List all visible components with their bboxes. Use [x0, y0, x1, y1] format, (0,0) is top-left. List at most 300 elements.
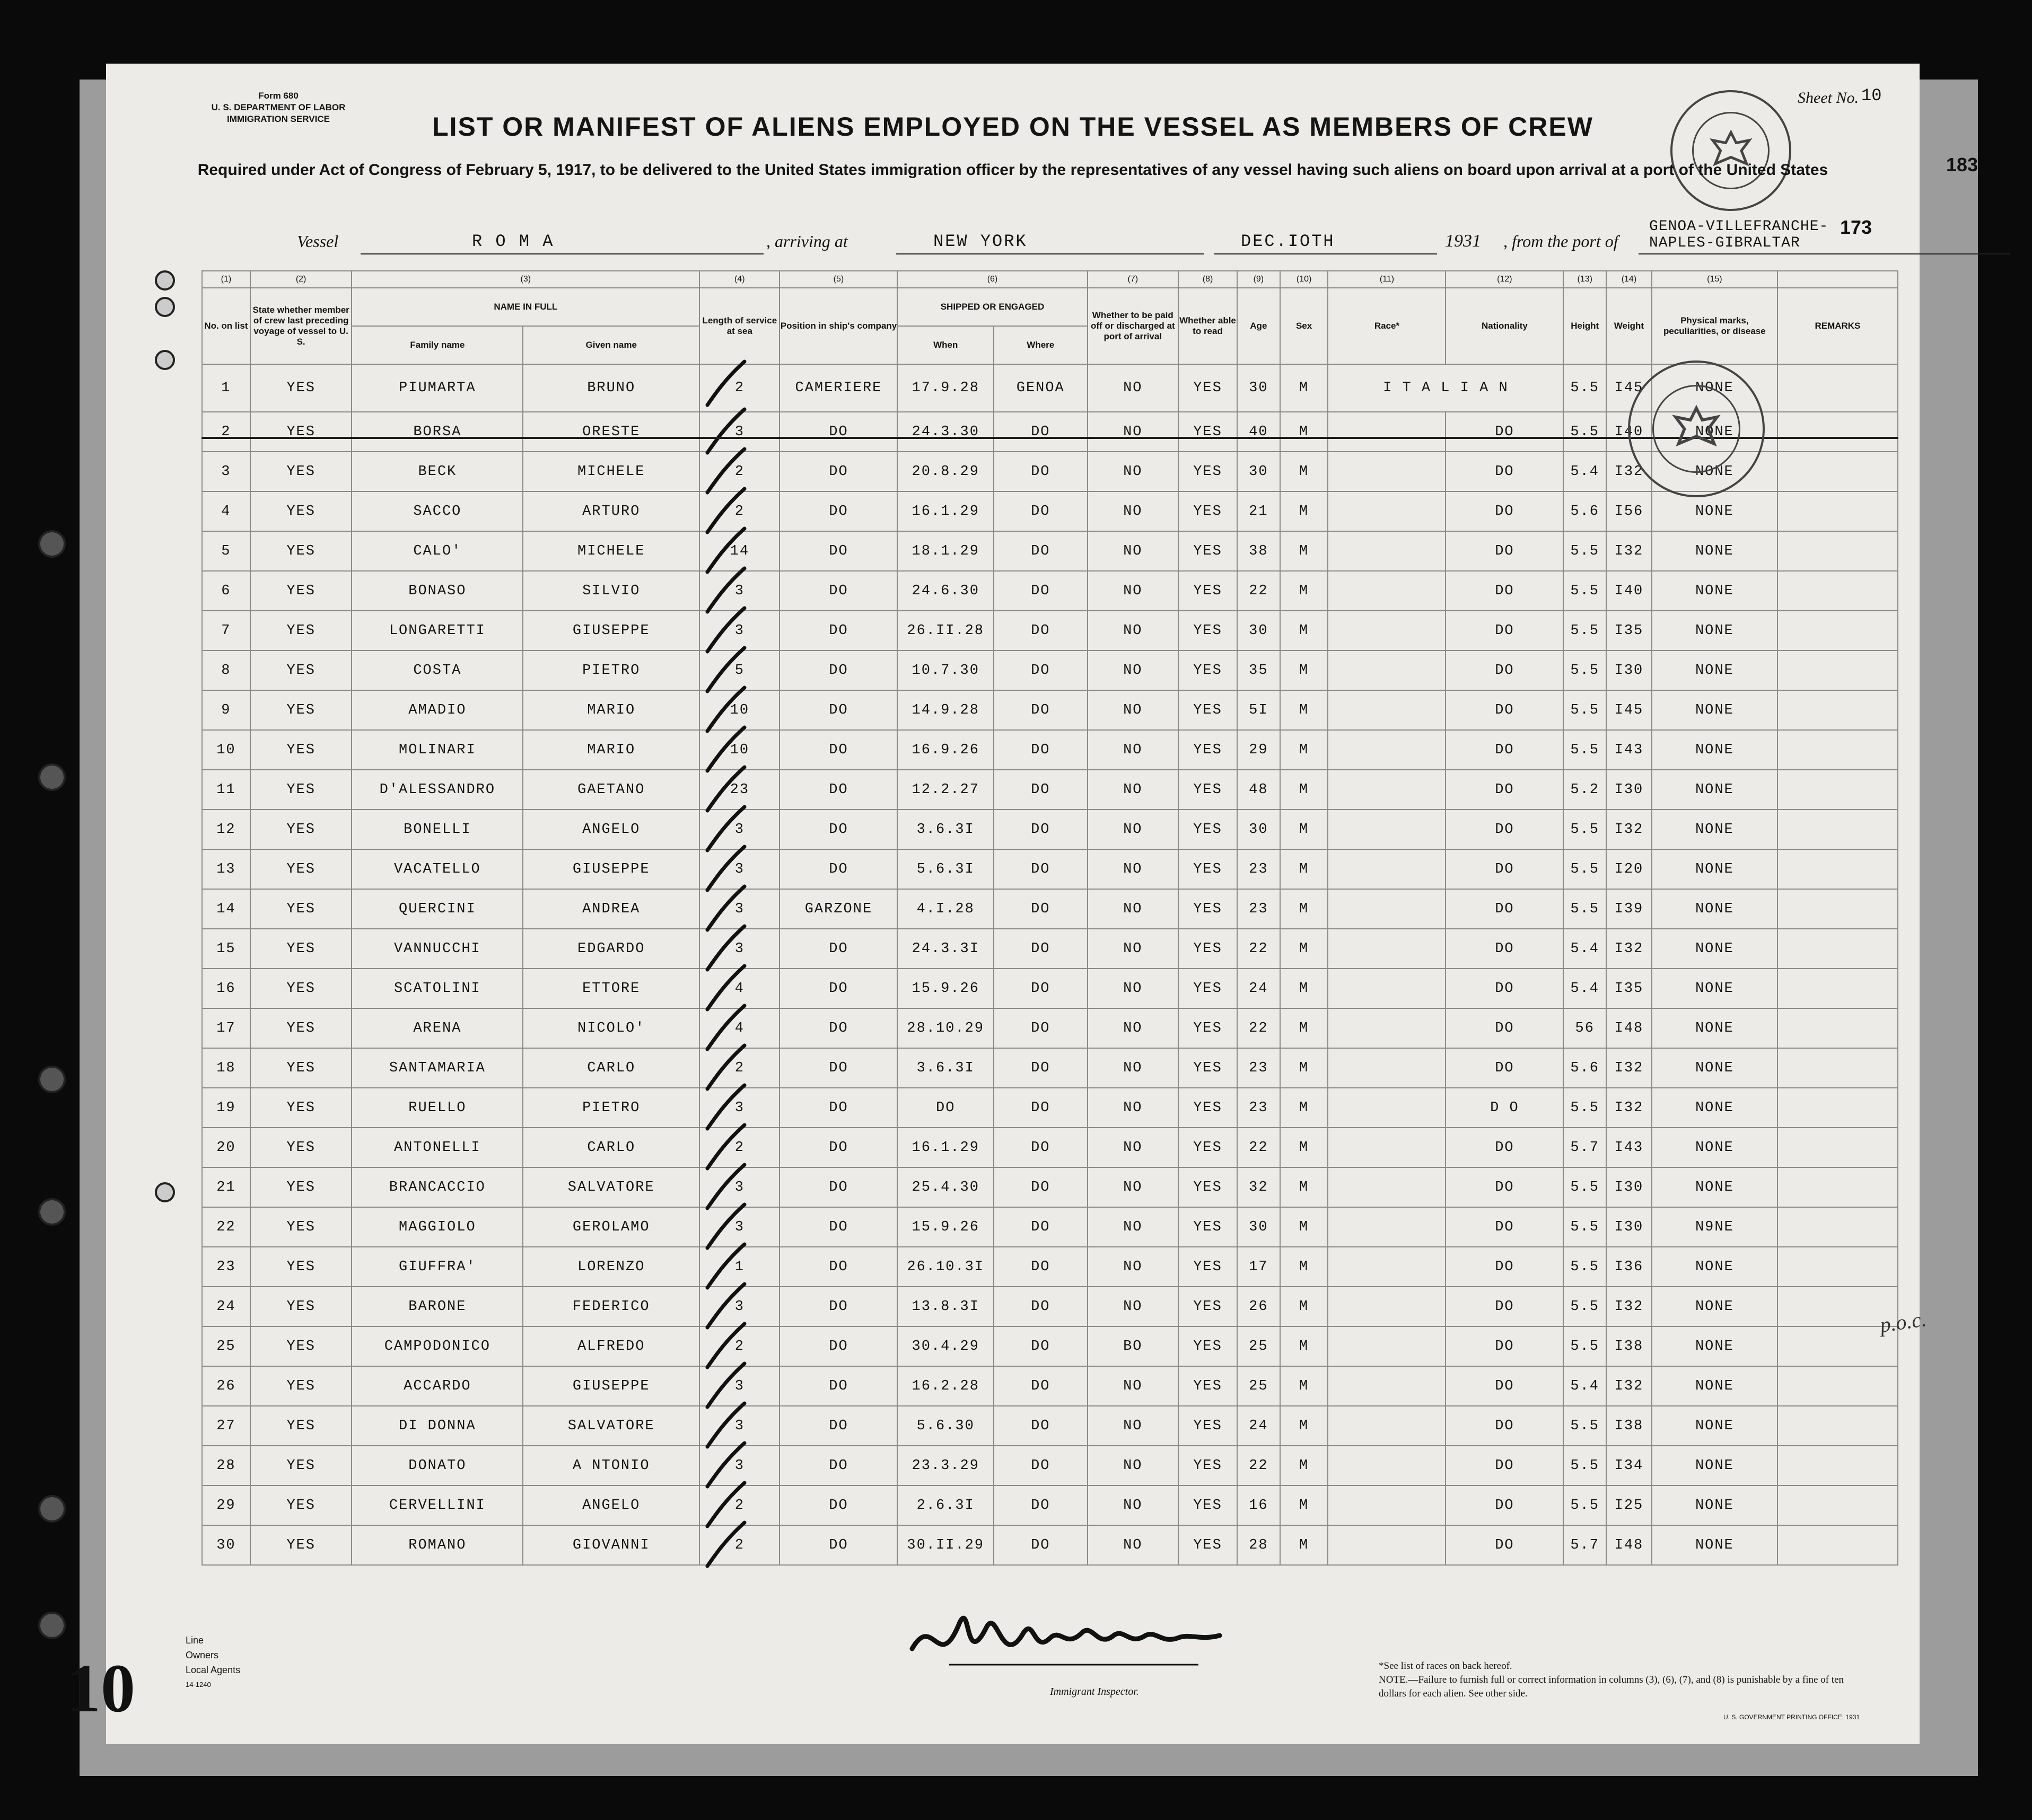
nationality: DO	[1446, 452, 1563, 491]
margin-note: p.o.c.	[1878, 1307, 1928, 1337]
given-name: LORENZO	[523, 1247, 699, 1287]
given-name: ANDREA	[523, 889, 699, 929]
ship-position: DO	[779, 1247, 897, 1287]
race	[1328, 1207, 1446, 1247]
sex: M	[1280, 1048, 1328, 1088]
given-name: SILVIO	[523, 571, 699, 611]
weight: I32	[1606, 1287, 1652, 1326]
given-name: SALVATORE	[523, 1167, 699, 1207]
prev-voyage: YES	[250, 1406, 352, 1446]
prev-voyage: YES	[250, 969, 352, 1008]
prev-voyage: YES	[250, 491, 352, 531]
physical-marks: NONE	[1652, 1406, 1777, 1446]
crew-row	[202, 531, 1898, 571]
physical-marks: NONE	[1652, 611, 1777, 650]
paid-off: NO	[1088, 611, 1179, 650]
height: 5.4	[1563, 969, 1606, 1008]
weight: I32	[1606, 452, 1652, 491]
shipped-where: GENOA	[994, 364, 1088, 412]
weight: I43	[1606, 730, 1652, 770]
ship-position: DO	[779, 1048, 897, 1088]
sex: M	[1280, 1287, 1328, 1326]
remarks	[1777, 1406, 1898, 1446]
prev-voyage: YES	[250, 531, 352, 571]
prev-voyage: YES	[250, 1326, 352, 1366]
nationality: DO	[1446, 650, 1563, 690]
prev-voyage: YES	[250, 849, 352, 889]
height: 5.5	[1563, 1207, 1606, 1247]
shipped-when: 14.9.28	[897, 690, 994, 730]
able-to-read: YES	[1178, 650, 1237, 690]
age: 16	[1237, 1485, 1280, 1525]
manifest-sheet	[66, 64, 1920, 1744]
shipped-when: 26.II.28	[897, 611, 994, 650]
ship-position: DO	[779, 452, 897, 491]
shipped-when: 24.3.30	[897, 412, 994, 452]
ship-position: DO	[779, 491, 897, 531]
paid-off: NO	[1088, 1287, 1179, 1326]
shipped-where: DO	[994, 1326, 1088, 1366]
crew-row	[202, 730, 1898, 770]
colnum: (9)	[1237, 271, 1280, 288]
weight: I40	[1606, 571, 1652, 611]
crew-row	[202, 1088, 1898, 1128]
age: 22	[1237, 1008, 1280, 1048]
race	[1328, 1446, 1446, 1485]
race	[1328, 810, 1446, 849]
able-to-read: YES	[1178, 491, 1237, 531]
header-where: Where	[994, 326, 1088, 364]
able-to-read: YES	[1178, 1287, 1237, 1326]
physical-marks: NONE	[1652, 1446, 1777, 1485]
nationality: DO	[1446, 849, 1563, 889]
shipped-when: 23.3.29	[897, 1446, 994, 1485]
age: 48	[1237, 770, 1280, 810]
race	[1328, 1287, 1446, 1326]
height: 56	[1563, 1008, 1606, 1048]
row-number: 9	[202, 690, 250, 730]
given-name: ETTORE	[523, 969, 699, 1008]
crew-row	[202, 650, 1898, 690]
colnum: (3)	[352, 271, 699, 288]
shipped-where: DO	[994, 1088, 1088, 1128]
binder-hole	[38, 530, 66, 558]
weight: I30	[1606, 650, 1652, 690]
ship-position: CAMERIERE	[779, 364, 897, 412]
remarks	[1777, 690, 1898, 730]
able-to-read: YES	[1178, 1207, 1237, 1247]
prev-voyage: YES	[250, 1088, 352, 1128]
family-name: ANTONELLI	[352, 1128, 523, 1167]
family-name: BRANCACCIO	[352, 1167, 523, 1207]
height: 5.5	[1563, 1446, 1606, 1485]
family-name: ACCARDO	[352, 1366, 523, 1406]
shipped-where: DO	[994, 1048, 1088, 1088]
given-name: GAETANO	[523, 770, 699, 810]
paid-off: NO	[1088, 1525, 1179, 1565]
shipped-when: 24.6.30	[897, 571, 994, 611]
age: 22	[1237, 929, 1280, 969]
header-when: When	[897, 326, 994, 364]
paid-off: NO	[1088, 770, 1179, 810]
row-number: 27	[202, 1406, 250, 1446]
race	[1328, 969, 1446, 1008]
service-value: 10	[730, 702, 750, 718]
footer-agents-label: Local Agents	[186, 1665, 241, 1675]
physical-marks: NONE	[1652, 1128, 1777, 1167]
vessel-label: Vessel	[297, 232, 339, 251]
able-to-read: YES	[1178, 730, 1237, 770]
header-shipped: SHIPPED OR ENGAGED	[897, 288, 1087, 326]
remarks	[1777, 412, 1898, 452]
nationality: DO	[1446, 491, 1563, 531]
row-number: 18	[202, 1048, 250, 1088]
height: 5.5	[1563, 1485, 1606, 1525]
sex: M	[1280, 1446, 1328, 1485]
shipped-where: DO	[994, 1406, 1088, 1446]
paid-off: NO	[1088, 452, 1179, 491]
nationality: DO	[1446, 770, 1563, 810]
family-name: VACATELLO	[352, 849, 523, 889]
binder-hole	[38, 1066, 66, 1093]
able-to-read: YES	[1178, 810, 1237, 849]
nationality: DO	[1446, 929, 1563, 969]
sex: M	[1280, 849, 1328, 889]
weight: I32	[1606, 810, 1652, 849]
height: 5.4	[1563, 1366, 1606, 1406]
able-to-read: YES	[1178, 1128, 1237, 1167]
physical-marks: NONE	[1652, 770, 1777, 810]
given-name: GEROLAMO	[523, 1207, 699, 1247]
nationality: DO	[1446, 1287, 1563, 1326]
remarks	[1777, 730, 1898, 770]
nationality: DO	[1446, 412, 1563, 452]
given-name: EDGARDO	[523, 929, 699, 969]
given-name: MICHELE	[523, 452, 699, 491]
prev-voyage: YES	[250, 452, 352, 491]
sex: M	[1280, 889, 1328, 929]
punch-hole	[155, 1182, 175, 1202]
service-value: 2	[734, 380, 745, 396]
shipped-when: 3.6.3I	[897, 810, 994, 849]
height: 5.7	[1563, 1128, 1606, 1167]
footer-line-label: Line	[186, 1635, 204, 1646]
sex: M	[1280, 412, 1328, 452]
physical-marks: NONE	[1652, 1008, 1777, 1048]
row-number: 4	[202, 491, 250, 531]
sex: M	[1280, 571, 1328, 611]
crew-row	[202, 1446, 1898, 1485]
weight: I43	[1606, 1128, 1652, 1167]
weight: I32	[1606, 1366, 1652, 1406]
age: 40	[1237, 412, 1280, 452]
paid-off: NO	[1088, 364, 1179, 412]
age: 25	[1237, 1366, 1280, 1406]
family-name: MAGGIOLO	[352, 1207, 523, 1247]
able-to-read: YES	[1178, 611, 1237, 650]
paid-off: NO	[1088, 531, 1179, 571]
header-height: Height	[1563, 288, 1606, 364]
shipped-when: 25.4.30	[897, 1167, 994, 1207]
service-value: 1	[734, 1259, 745, 1275]
ship-position: GARZONE	[779, 889, 897, 929]
header-physical-marks: Physical marks, peculiarities, or disease	[1652, 288, 1777, 364]
ship-position: DO	[779, 1207, 897, 1247]
age: 32	[1237, 1167, 1280, 1207]
arrival-date: DEC.IOTH	[1241, 232, 1335, 251]
nationality: DO	[1446, 1326, 1563, 1366]
sex: M	[1280, 1247, 1328, 1287]
remarks	[1777, 650, 1898, 690]
race	[1328, 1247, 1446, 1287]
header-race: Race*	[1328, 288, 1446, 364]
from-label: , from the port of	[1503, 232, 1618, 251]
shipped-where: DO	[994, 770, 1088, 810]
crew-row	[202, 770, 1898, 810]
row-number: 5	[202, 531, 250, 571]
ship-position: DO	[779, 412, 897, 452]
shipped-where: DO	[994, 1525, 1088, 1565]
header-family-name: Family name	[352, 326, 523, 364]
family-name: CERVELLINI	[352, 1485, 523, 1525]
shipped-where: DO	[994, 929, 1088, 969]
crew-row	[202, 810, 1898, 849]
given-name: ORESTE	[523, 412, 699, 452]
colnum: (15)	[1652, 271, 1777, 288]
height: 5.5	[1563, 650, 1606, 690]
able-to-read: YES	[1178, 1366, 1237, 1406]
sex: M	[1280, 611, 1328, 650]
ship-position: DO	[779, 1167, 897, 1207]
shipped-where: DO	[994, 969, 1088, 1008]
weight: I30	[1606, 770, 1652, 810]
family-name: ARENA	[352, 1008, 523, 1048]
nationality: DO	[1446, 531, 1563, 571]
prev-voyage: YES	[250, 571, 352, 611]
shipped-when: 12.2.27	[897, 770, 994, 810]
sex: M	[1280, 1525, 1328, 1565]
shipped-where: DO	[994, 611, 1088, 650]
height: 5.5	[1563, 1326, 1606, 1366]
able-to-read: YES	[1178, 571, 1237, 611]
shipped-where: DO	[994, 1207, 1088, 1247]
family-name: SANTAMARIA	[352, 1048, 523, 1088]
family-name: QUERCINI	[352, 889, 523, 929]
page-subtitle: Required under Act of Congress of February 5, 1917, to be delivered to the United States immigration officer by the representatives of any vessel having such aliens on board upon arrival at a port of the United States	[197, 161, 1828, 179]
height: 5.4	[1563, 929, 1606, 969]
given-name: MICHELE	[523, 531, 699, 571]
age: 26	[1237, 1287, 1280, 1326]
race	[1328, 1008, 1446, 1048]
nationality: DO	[1446, 1008, 1563, 1048]
handwritten-sheet-number: 10	[66, 1650, 135, 1727]
prev-voyage: YES	[250, 730, 352, 770]
given-name: GIUSEPPE	[523, 1366, 699, 1406]
weight: I56	[1606, 491, 1652, 531]
age: 21	[1237, 491, 1280, 531]
weight: I30	[1606, 1167, 1652, 1207]
shipped-where: DO	[994, 650, 1088, 690]
prev-voyage: YES	[250, 889, 352, 929]
height: 5.5	[1563, 1247, 1606, 1287]
race	[1328, 730, 1446, 770]
service-value: 3	[734, 1100, 745, 1116]
weight: I39	[1606, 889, 1652, 929]
age: 28	[1237, 1525, 1280, 1565]
family-name: SACCO	[352, 491, 523, 531]
height: 5.4	[1563, 452, 1606, 491]
physical-marks: NONE	[1652, 1247, 1777, 1287]
remarks	[1777, 1485, 1898, 1525]
remarks	[1777, 452, 1898, 491]
race	[1328, 412, 1446, 452]
sex: M	[1280, 491, 1328, 531]
service-value: 2	[734, 1497, 745, 1514]
paid-off: NO	[1088, 1446, 1179, 1485]
row-number: 19	[202, 1088, 250, 1128]
remarks	[1777, 1128, 1898, 1167]
colnum: (1)	[202, 271, 250, 288]
shipped-where: DO	[994, 412, 1088, 452]
shipped-when: 5.6.30	[897, 1406, 994, 1446]
crew-row	[202, 571, 1898, 611]
service-value: 3	[734, 1418, 745, 1434]
service-value: 3	[734, 424, 745, 440]
binder-hole	[38, 763, 66, 791]
ship-position: DO	[779, 650, 897, 690]
service-value: 3	[734, 821, 745, 838]
given-name: ANGELO	[523, 810, 699, 849]
sex: M	[1280, 690, 1328, 730]
crew-row	[202, 1485, 1898, 1525]
colnum: (7)	[1088, 271, 1179, 288]
age: 25	[1237, 1326, 1280, 1366]
weight: I30	[1606, 1207, 1652, 1247]
age: 38	[1237, 531, 1280, 571]
height: 5.5	[1563, 889, 1606, 929]
crew-row	[202, 491, 1898, 531]
sex: M	[1280, 364, 1328, 412]
vessel-info	[260, 218, 1893, 254]
shipped-where: DO	[994, 690, 1088, 730]
ship-position: DO	[779, 1008, 897, 1048]
arrival-year: 1931	[1445, 231, 1481, 251]
ship-position: DO	[779, 849, 897, 889]
paid-off: NO	[1088, 1008, 1179, 1048]
colnum: (10)	[1280, 271, 1328, 288]
remarks	[1777, 364, 1898, 412]
race	[1328, 1406, 1446, 1446]
prev-voyage: YES	[250, 929, 352, 969]
able-to-read: YES	[1178, 1326, 1237, 1366]
remarks	[1777, 1207, 1898, 1247]
age: 24	[1237, 1406, 1280, 1446]
header-paid-off: Whether to be paid off or discharged at port of arrival	[1088, 288, 1179, 364]
prev-voyage: YES	[250, 1167, 352, 1207]
department-name: U. S. DEPARTMENT OF LABOR	[211, 102, 346, 112]
sex: M	[1280, 650, 1328, 690]
colnum: (6)	[897, 271, 1087, 288]
given-name: PIETRO	[523, 1088, 699, 1128]
age: 22	[1237, 1446, 1280, 1485]
binder-hole	[38, 1198, 66, 1226]
crew-row	[202, 1406, 1898, 1446]
paid-off: NO	[1088, 810, 1179, 849]
able-to-read: YES	[1178, 849, 1237, 889]
remarks	[1777, 1366, 1898, 1406]
ship-position: DO	[779, 611, 897, 650]
service-value: 2	[734, 1537, 745, 1553]
ship-position: DO	[779, 531, 897, 571]
shipped-where: DO	[994, 810, 1088, 849]
able-to-read: YES	[1178, 412, 1237, 452]
physical-marks: NONE	[1652, 1048, 1777, 1088]
row-number: 28	[202, 1446, 250, 1485]
penalty-note: NOTE.—Failure to furnish full or correct information in columns (3), (6), (7), and (8) is punishable by a fine of ten dollars for each alien. See other side.	[1379, 1674, 1844, 1699]
shipped-when: 4.I.28	[897, 889, 994, 929]
paid-off: NO	[1088, 1366, 1179, 1406]
height: 5.5	[1563, 849, 1606, 889]
race	[1328, 491, 1446, 531]
prev-voyage: YES	[250, 1446, 352, 1485]
remarks	[1777, 491, 1898, 531]
height: 5.5	[1563, 364, 1606, 412]
height: 5.5	[1563, 531, 1606, 571]
nationality: DO	[1446, 1128, 1563, 1167]
shipped-where: DO	[994, 1485, 1088, 1525]
nationality: DO	[1446, 889, 1563, 929]
service-value: 3	[734, 861, 745, 877]
remarks	[1777, 849, 1898, 889]
remarks	[1777, 929, 1898, 969]
race-note: *See list of races on back hereof.	[1379, 1660, 1512, 1672]
able-to-read: YES	[1178, 1167, 1237, 1207]
ship-position: DO	[779, 1366, 897, 1406]
nationality: DO	[1446, 1485, 1563, 1525]
race	[1328, 1366, 1446, 1406]
race	[1328, 849, 1446, 889]
height: 5.2	[1563, 770, 1606, 810]
crew-row	[202, 969, 1898, 1008]
prev-voyage: YES	[250, 1008, 352, 1048]
row-number: 20	[202, 1128, 250, 1167]
family-name: PIUMARTA	[352, 364, 523, 412]
service-value: 3	[734, 1457, 745, 1474]
given-name: NICOLO'	[523, 1008, 699, 1048]
weight: I32	[1606, 929, 1652, 969]
prev-voyage: YES	[250, 412, 352, 452]
header-nationality: Nationality	[1446, 288, 1563, 364]
crew-row	[202, 1008, 1898, 1048]
paid-off: NO	[1088, 1406, 1179, 1446]
prev-voyage: YES	[250, 770, 352, 810]
shipped-where: DO	[994, 1287, 1088, 1326]
weight: I45	[1606, 690, 1652, 730]
row-number: 22	[202, 1207, 250, 1247]
physical-marks: NONE	[1652, 650, 1777, 690]
prev-voyage: YES	[250, 1485, 352, 1525]
height: 5.7	[1563, 1525, 1606, 1565]
sex: M	[1280, 1366, 1328, 1406]
height: 5.5	[1563, 730, 1606, 770]
physical-marks: NONE	[1652, 690, 1777, 730]
remarks	[1777, 1008, 1898, 1048]
service-value: 10	[730, 742, 750, 758]
header-sex: Sex	[1280, 288, 1328, 364]
sex: M	[1280, 969, 1328, 1008]
shipped-when: 24.3.3I	[897, 929, 994, 969]
departure-ports: GENOA-VILLEFRANCHE-NAPLES-GIBRALTAR	[1649, 218, 1829, 251]
